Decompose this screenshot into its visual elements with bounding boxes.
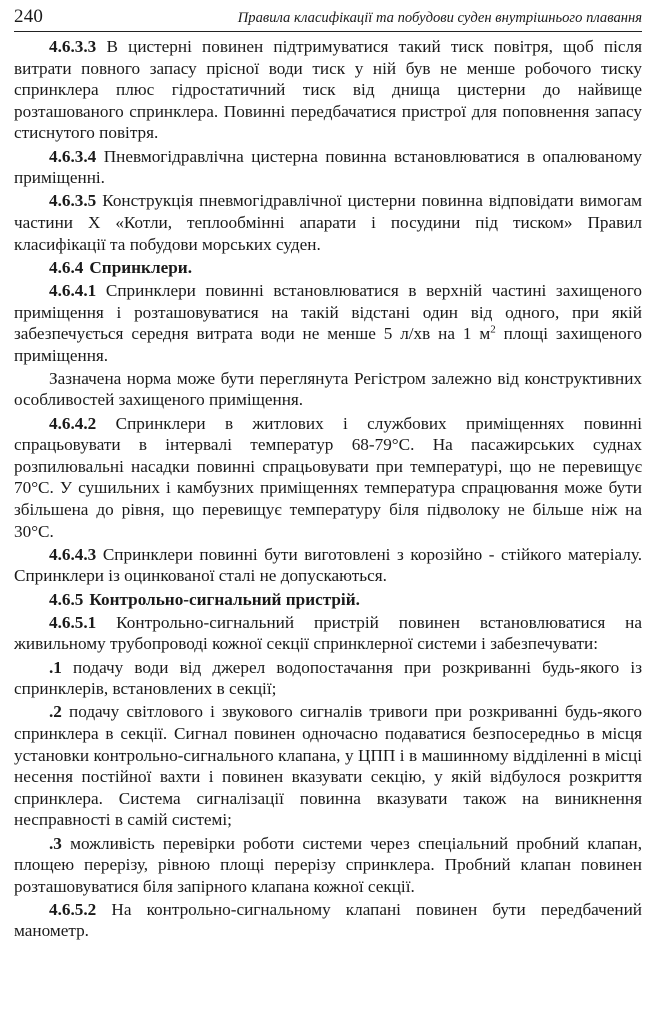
paragraph-text: Спринклери в житлових і службових приміщеннях повинні спрацьовувати в інтервалі температур 68-79°С. На пасажирських суднах розпилювальні насадки повинні спрацьовувати при температурі, що не перевищує 70°С. У сушильних і камбузних приміщеннях температура спрацювання може бути збільшена до рівня, що перевищує температуру біля підволоку не більше ніж на 30°С. — [14, 413, 642, 541]
paragraph-4-6-3-3 — [14, 36, 642, 144]
paragraph-4-6-3-4 — [14, 146, 642, 189]
clause-number: 4.6.5.1 — [49, 612, 97, 632]
paragraph-4-6-3-5 — [14, 190, 642, 255]
page-number: 240 — [14, 6, 44, 27]
paragraph-text: площі захищеного приміщення. — [14, 324, 642, 365]
running-title: Правила класифікації та побудови суден внутрішнього плавання — [237, 10, 642, 26]
paragraph-note — [14, 368, 642, 411]
clause-number: 4.6.5.2 — [49, 899, 97, 919]
list-item-3 — [14, 833, 642, 898]
section-heading-4-6-4 — [14, 257, 642, 279]
paragraph-text: подачу води від джерел водопостачання при розкриванні будь-якого із спринклерів, встановлених в секції; — [14, 657, 642, 699]
paragraph-text: Конструкція пневмогідравлічної цистерни повинна відповідати вимогам частини X «Котли, теплообмінні апарати і посудини під тиском» Правил класифікації та побудови морських суден. — [14, 191, 642, 254]
running-header — [14, 6, 642, 32]
paragraph-text: Спринклери повинні бути виготовлені з корозійно - стійкого матеріалу. Спринклери із оцинкованої сталі не допускаються. — [14, 544, 642, 586]
paragraph-text: Зазначена норма може бути переглянута Регістром залежно від конструктивних особливостей захищеного приміщення. — [14, 368, 642, 410]
list-number: .2 — [49, 702, 62, 722]
list-number: .1 — [49, 657, 62, 677]
list-item-1 — [14, 657, 642, 700]
paragraph-text: Пневмогідравлічна цистерна повинна встановлюватися в опалюваному приміщенні. — [14, 146, 642, 188]
page — [14, 6, 642, 944]
paragraph-text: Контрольно-сигнальний пристрій повинен встановлюватися на живильному трубопроводі кожної секції спринклерної системи і забезпечувати: — [14, 612, 642, 654]
section-number: 4.6.4 — [49, 257, 84, 277]
clause-number: 4.6.3.4 — [49, 146, 97, 166]
section-title: Спринклери. — [89, 257, 192, 277]
paragraph-4-6-4-2 — [14, 413, 642, 543]
list-number: .3 — [49, 833, 62, 853]
paragraph-text: можливість перевірки роботи системи через спеціальний пробний клапан, площею перерізу, рівною площі перерізу спринклера. Пробний клапан повинен розташовуватися біля запірного клапана кожної секції. — [14, 833, 642, 896]
clause-number: 4.6.3.5 — [49, 191, 97, 211]
clause-number: 4.6.4.1 — [49, 280, 97, 300]
paragraph-text: На контрольно-сигнальному клапані повинен бути передбачений манометр. — [14, 899, 642, 941]
superscript: 2 — [490, 323, 496, 336]
clause-number: 4.6.3.3 — [49, 37, 97, 56]
paragraph-4-6-4-3 — [14, 544, 642, 587]
paragraph-4-6-5-1 — [14, 612, 642, 655]
document-body — [14, 36, 642, 942]
paragraph-4-6-4-1 — [14, 280, 642, 366]
paragraph-text: В цистерні повинен підтримуватися такий тиск повітря, щоб після витрати повного запасу прісної води тиск у ній був не менше робочого тиску спринклера плюс гідростатичний тиск від днища цистерни до найвище розташованого спринклера. Повинні передбачатися пристрої для поповнення запасу стиснутого повітря. — [14, 37, 642, 143]
clause-number: 4.6.4.2 — [49, 413, 97, 433]
section-number: 4.6.5 — [49, 589, 84, 609]
list-item-2 — [14, 701, 642, 831]
section-heading-4-6-5 — [14, 589, 642, 611]
paragraph-4-6-5-2 — [14, 899, 642, 942]
paragraph-text: Спринклери повинні встановлюватися в верхній частині захищеного приміщення і розташовуватися на такій відстані один від одного, при якій забезпечується середня витрата води не менше 5 л/хв на 1 м — [14, 280, 642, 344]
paragraph-text: подачу світлового і звукового сигналів тривоги при розкриванні будь-якого спринклера в секції. Сигнал повинен одночасно подаватися безпосередньо в місця установки контрольно-сигнального клапана, у ЦПП і в машинному відділенні в місці несення постійної вахти і повинен вказувати секцію, у якій відбулося розкриття спринклера. Система сигналізації повинна вказувати також на виникнення несправності в самій системі; — [14, 702, 642, 830]
clause-number: 4.6.4.3 — [49, 544, 97, 564]
section-title: Контрольно-сигнальний пристрій. — [89, 589, 360, 609]
